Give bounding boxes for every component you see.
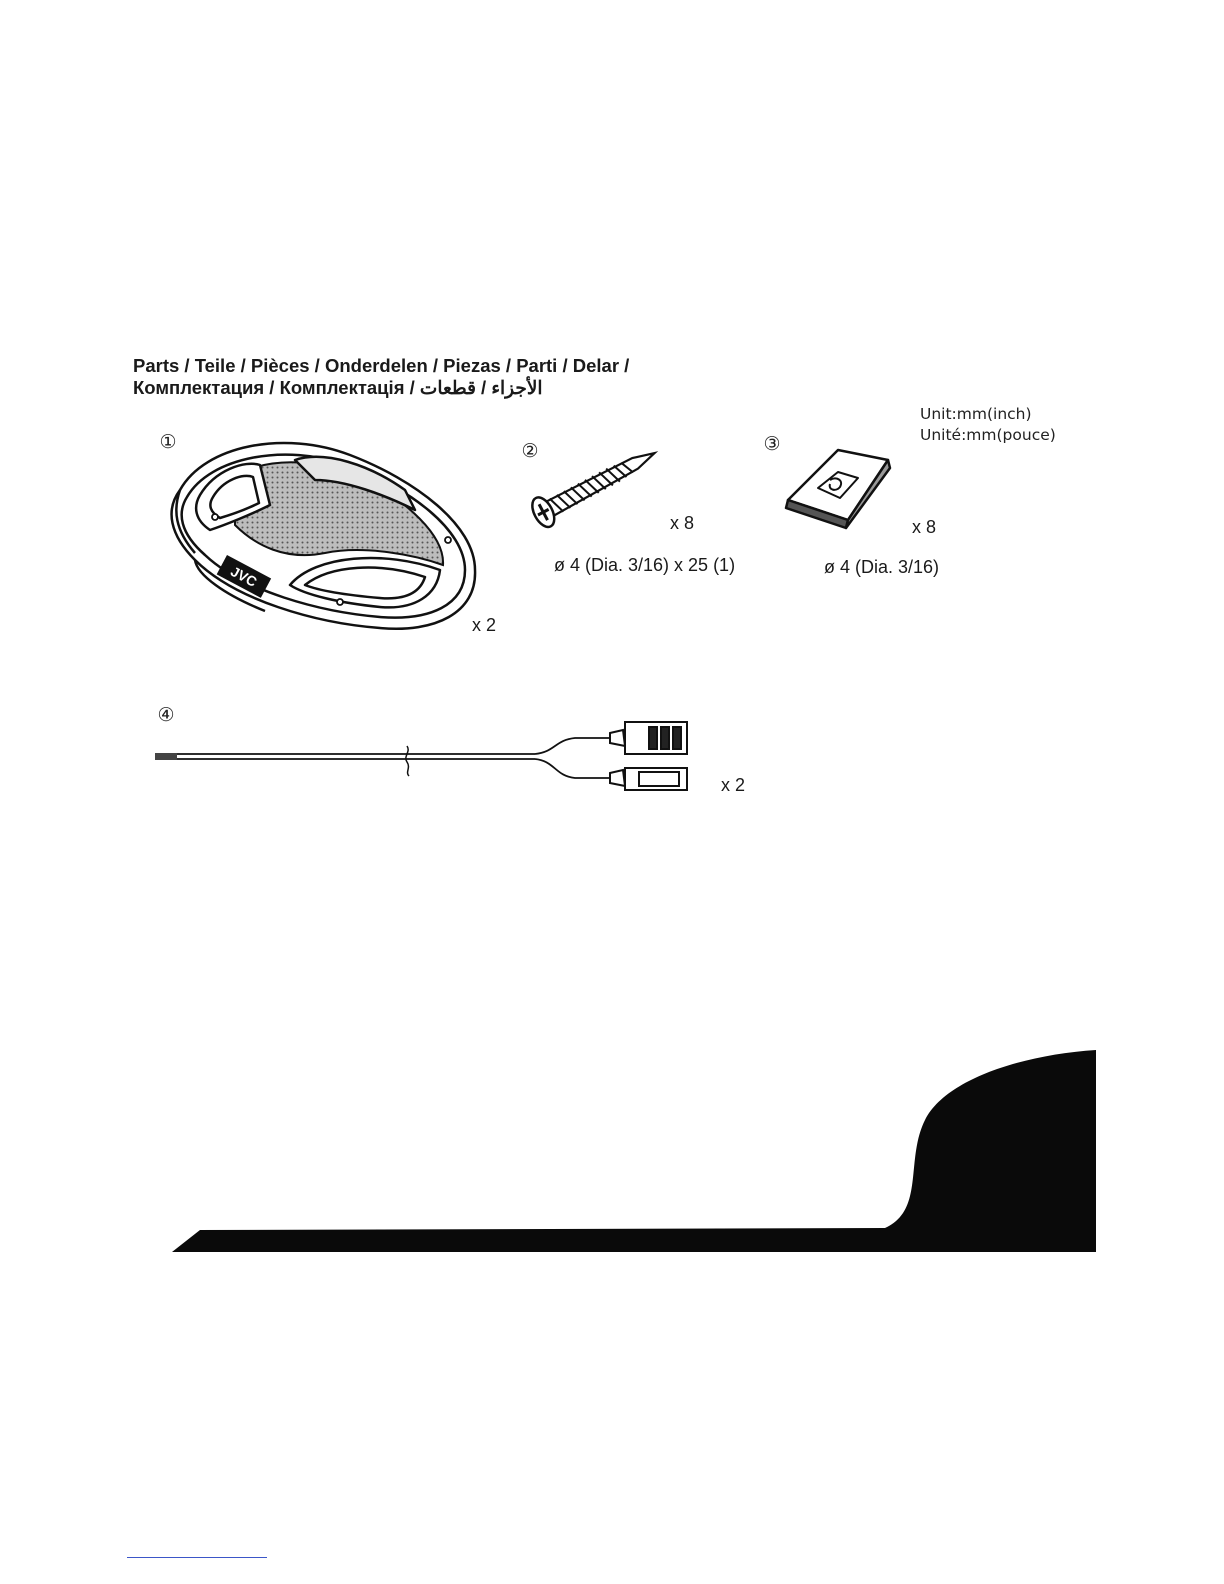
part-3-size: ø 4 (Dia. 3/16) bbox=[824, 557, 940, 577]
unit-note-english: Unit:mm(inch) bbox=[920, 405, 1032, 423]
part-2-quantity: x 8 bbox=[670, 513, 695, 533]
part-1-number: ① bbox=[159, 431, 177, 453]
parts-heading-line-2: Комплектация / Комплектація / الأجزاء / قطعات bbox=[133, 377, 543, 398]
part-2-size: ø 4 (Dia. 3/16) x 25 (1) bbox=[554, 555, 736, 575]
part-4-quantity: x 2 bbox=[721, 775, 746, 795]
footnote-rule bbox=[127, 1557, 267, 1558]
part-2-number: ② bbox=[521, 440, 539, 462]
unit-note-french: Unité:mm(pouce) bbox=[920, 426, 1056, 444]
jvc-logo-text: JVC bbox=[228, 562, 260, 590]
part-4-number: ④ bbox=[157, 704, 175, 726]
part-3-number: ③ bbox=[763, 433, 781, 455]
part-1-quantity: x 2 bbox=[472, 615, 497, 635]
parts-heading-line-1: Parts / Teile / Pièces / Onderdelen / Piezas / Parti / Delar / bbox=[133, 355, 630, 376]
part-3-quantity: x 8 bbox=[912, 517, 937, 537]
